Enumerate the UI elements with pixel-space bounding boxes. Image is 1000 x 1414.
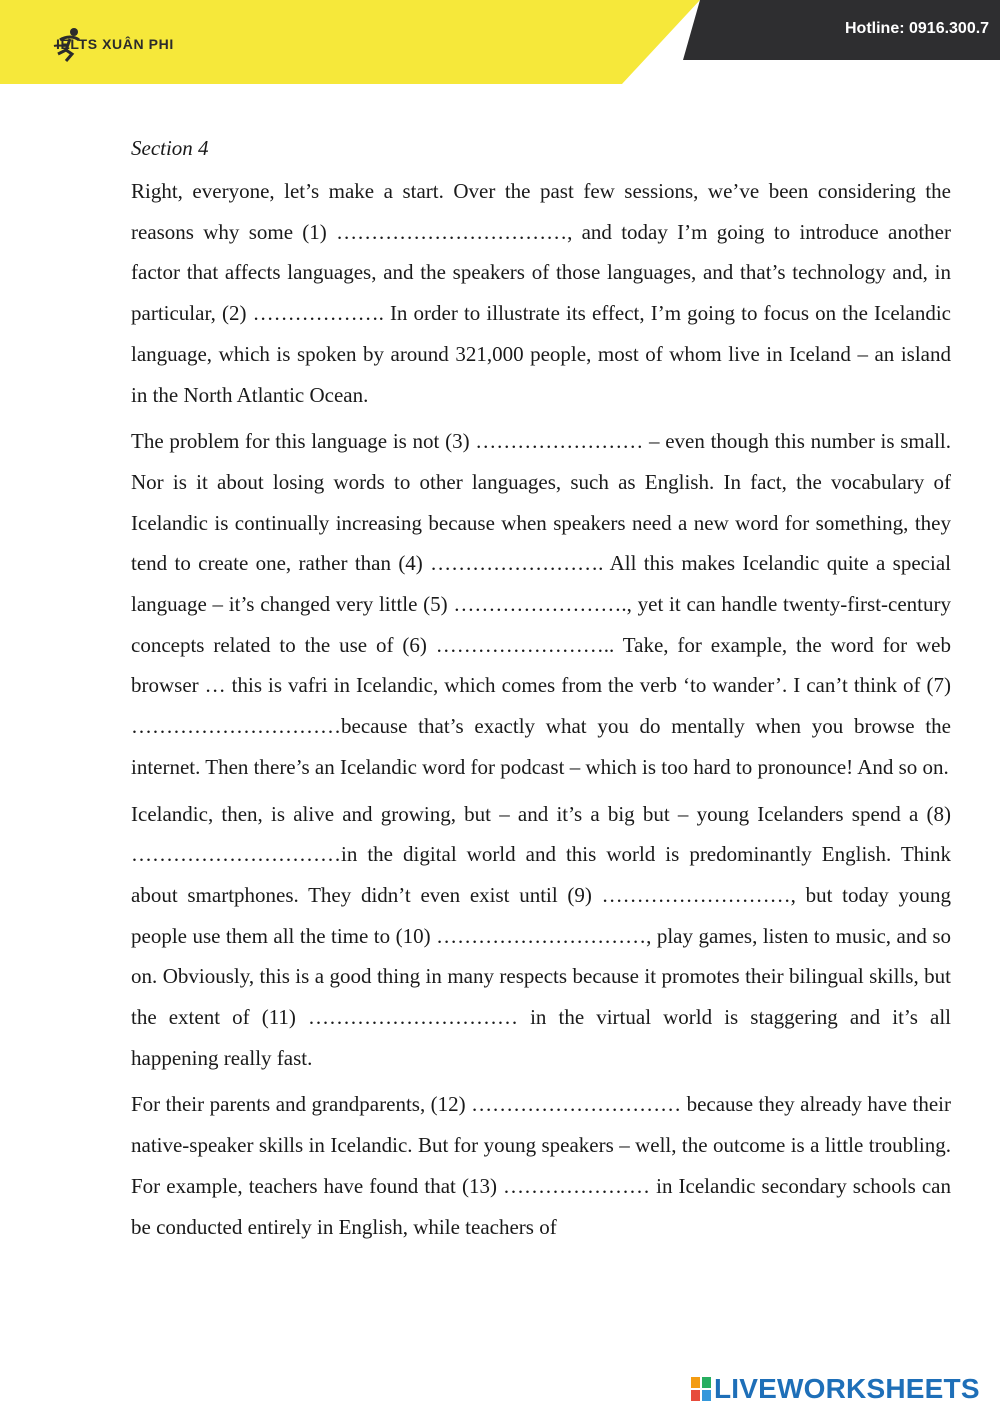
liveworksheets-brand [690,1372,980,1406]
runner-logo-icon [52,26,86,62]
paragraph-3: Icelandic, then, is alive and growing, but – and it’s a big but – young Icelanders spend a (8) …………………………in the digital world and this world is predominantly English. Think about smartphones. They didn’t even exist until (9) ………………………, but today young people use them all the time to (10) …………………………, play games, listen to music, and so on. Obviously, this is a good thing in many respects because it promotes their bilingual skills, but the extent of (11) ………………………… in the virtual world is staggering and it’s all happening really fast. [131,801,951,1070]
brand-logo [52,26,174,62]
hotline-text: Hotline: 0916.300.7 [845,20,990,37]
page-header [0,0,1000,84]
paragraph-4: For their parents and grandparents, (12) ………………………… because they already have their native-speaker skills in Icelandic. But for young speakers – well, the outcome is a little troubling. For example, teachers have found that (13) ………………… in Icelandic secondary schools can be conducted entirely in English, while teachers of [131,1092,951,1239]
brand-name: IELTS XUÂN PHI [56,36,174,52]
paragraph-1: Right, everyone, let’s make a start. Over the past few sessions, we’ve been considering the reasons why some (1) ……………………………, and today I’m going to introduce another factor that affects languages, and the speakers of those languages, and that’s technology and, in particular, (2) ………………. In order to illustrate its effect, I’m going to focus on the Icelandic language, which is spoken by around 321,000 people, most of whom live in Iceland – an island in the North Atlantic Ocean. [131,179,951,407]
liveworksheets-wordmark: LIVEWORKSHEETS [714,1373,980,1404]
document-body [131,128,951,1253]
section-title: Section 4 [131,136,209,160]
paragraph-2: The problem for this language is not (3) …………………… – even though this number is small. Nor is it about losing words to other languages, such as English. In fact, the vocabulary of Icelandic is continually increasing because when speakers need a new word for something, they tend to create one, rather than (4) ……………………. All this makes Icelandic quite a special language – it’s changed very little (5) ……………………., yet it can handle twenty-first-century concepts related to the use of (6) …………………….. Take, for example, the word for web browser … this is vafri in Icelandic, which comes from the verb ‘to wander’. I can’t think of (7) …………………………because that’s exactly what you do mentally when you browse the internet. Then there’s an Icelandic word for podcast – which is too hard to pronounce! And so on. [131,429,951,779]
liveworksheets-logo-icon [690,1375,712,1403]
